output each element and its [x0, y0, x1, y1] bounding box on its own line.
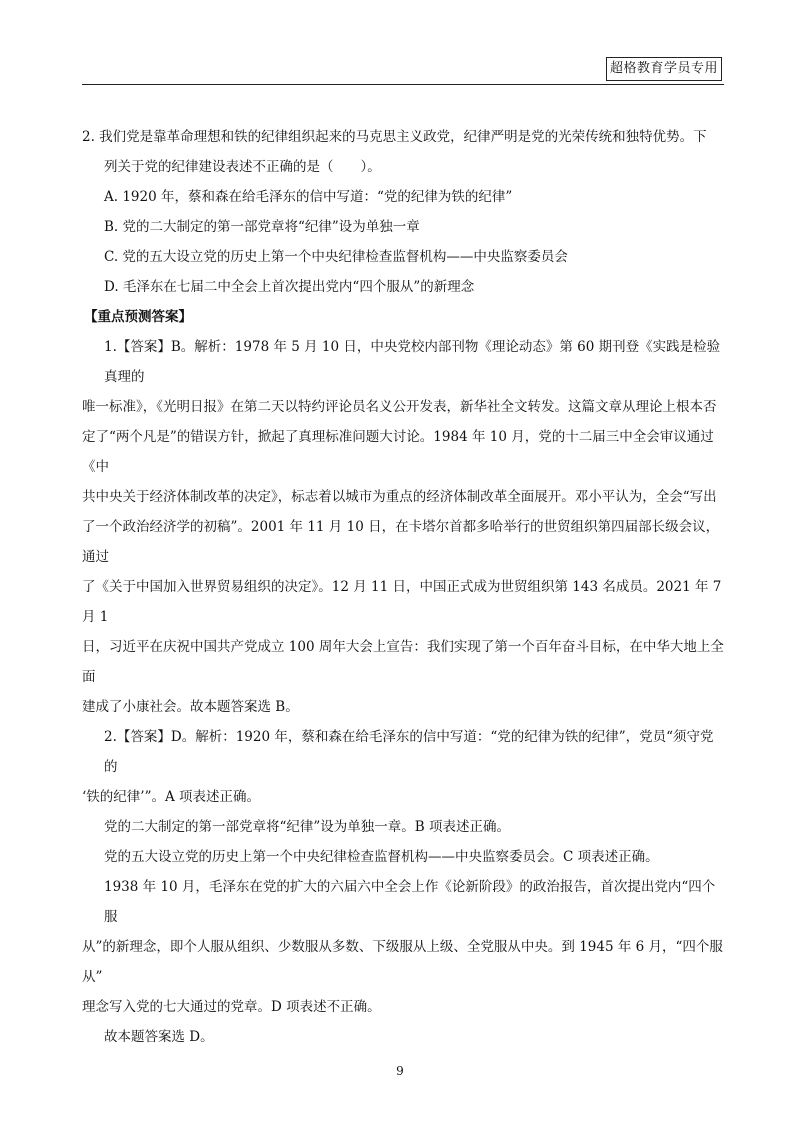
- answer-1-line-3: 定了“两个凡是”的错误方针，掀起了真理标准问题大讨论。1984 年 10 月，党的十二届三中全会审议通过《中: [82, 429, 714, 475]
- answer-2-option-d-line-3: 理念写入党的七大通过的党章。D 项表述不正确。: [82, 999, 381, 1015]
- question-stem-line-2: 列关于党的纪律建设表述不正确的是（ ）。: [104, 159, 381, 175]
- answer-2-conclusion: 故本题答案选 D。: [104, 1029, 214, 1045]
- answer-1-line-1: 1.【答案】B。解析：1978 年 5 月 10 日，中央党校内部刊物《理论动态》第 60 期刊登《实践是检验真理的: [104, 339, 721, 385]
- answer-2-option-d-line-1: 1938 年 10 月，毛泽东在党的扩大的六届六中全会上作《论新阶段》的政治报告，首次提出党内“四个服: [104, 879, 716, 925]
- answer-1-line-2: 唯一标准》，《光明日报》在第二天以特约评论员名义公开发表，新华社全文转发。这篇文章从理论上根本否: [82, 399, 717, 415]
- option-d: D. 毛泽东在七届二中全会上首次提出党内“四个服从”的新理念: [104, 279, 475, 295]
- document-body: [82, 122, 724, 1052]
- question-stem-line-1: 2. 我们党是靠革命理想和铁的纪律组织起来的马克思主义政党，纪律严明是党的光荣传统和独特优势。下: [82, 129, 707, 145]
- answer-2-option-c: 党的五大设立党的历史上第一个中央纪律检查监督机构——中央监察委员会。C 项表述正确。: [104, 849, 659, 865]
- header-divider: [82, 84, 724, 85]
- answer-1-line-8: 建成了小康社会。故本题答案选 B。: [82, 699, 299, 715]
- answers-heading: 【重点预测答案】: [84, 309, 192, 325]
- page-number: 9: [396, 1064, 404, 1078]
- option-c: C. 党的五大设立党的历史上第一个中央纪律检查监督机构——中央监察委员会: [104, 249, 568, 265]
- answer-2-line-2: ‘铁的纪律’”。A 项表述正确。: [82, 789, 261, 805]
- answer-1-line-4: 共中央关于经济体制改革的决定》，标志着以城市为重点的经济体制改革全面展开。邓小平认为，全会“写出: [82, 489, 717, 505]
- option-b: B. 党的二大制定的第一部党章将“纪律”设为单独一章: [104, 219, 420, 235]
- answer-2-line-1: 2.【答案】D。解析：1920 年，蔡和森在给毛泽东的信中写道：“党的纪律为铁的纪律”，党员“须守党的: [104, 729, 714, 775]
- answer-2-option-d-line-2: 从”的新理念，即个人服从组织、少数服从多数、下级服从上级、全党服从中央。到 1945 年 6 月，“四个服从”: [82, 939, 723, 985]
- header-badge: 超格教育学员专用: [606, 57, 722, 81]
- answer-1-line-5: 了一个政治经济学的初稿”。2001 年 11 月 10 日，在卡塔尔首都多哈举行的世贸组织第四届部长级会议，通过: [82, 519, 720, 565]
- answer-1-line-7: 日，习近平在庆祝中国共产党成立 100 周年大会上宣告：我们实现了第一个百年奋斗目标，在中华大地上全面: [82, 639, 724, 685]
- answer-2-option-b: 党的二大制定的第一部党章将“纪律”设为单独一章。B 项表述正确。: [104, 819, 511, 835]
- option-a: A. 1920 年，蔡和森在给毛泽东的信中写道：“党的纪律为铁的纪律”: [104, 189, 513, 205]
- answer-1-line-6: 了《关于中国加入世界贸易组织的决定》。12 月 11 日，中国正式成为世贸组织第 143 名成员。2021 年 7 月 1: [82, 579, 722, 625]
